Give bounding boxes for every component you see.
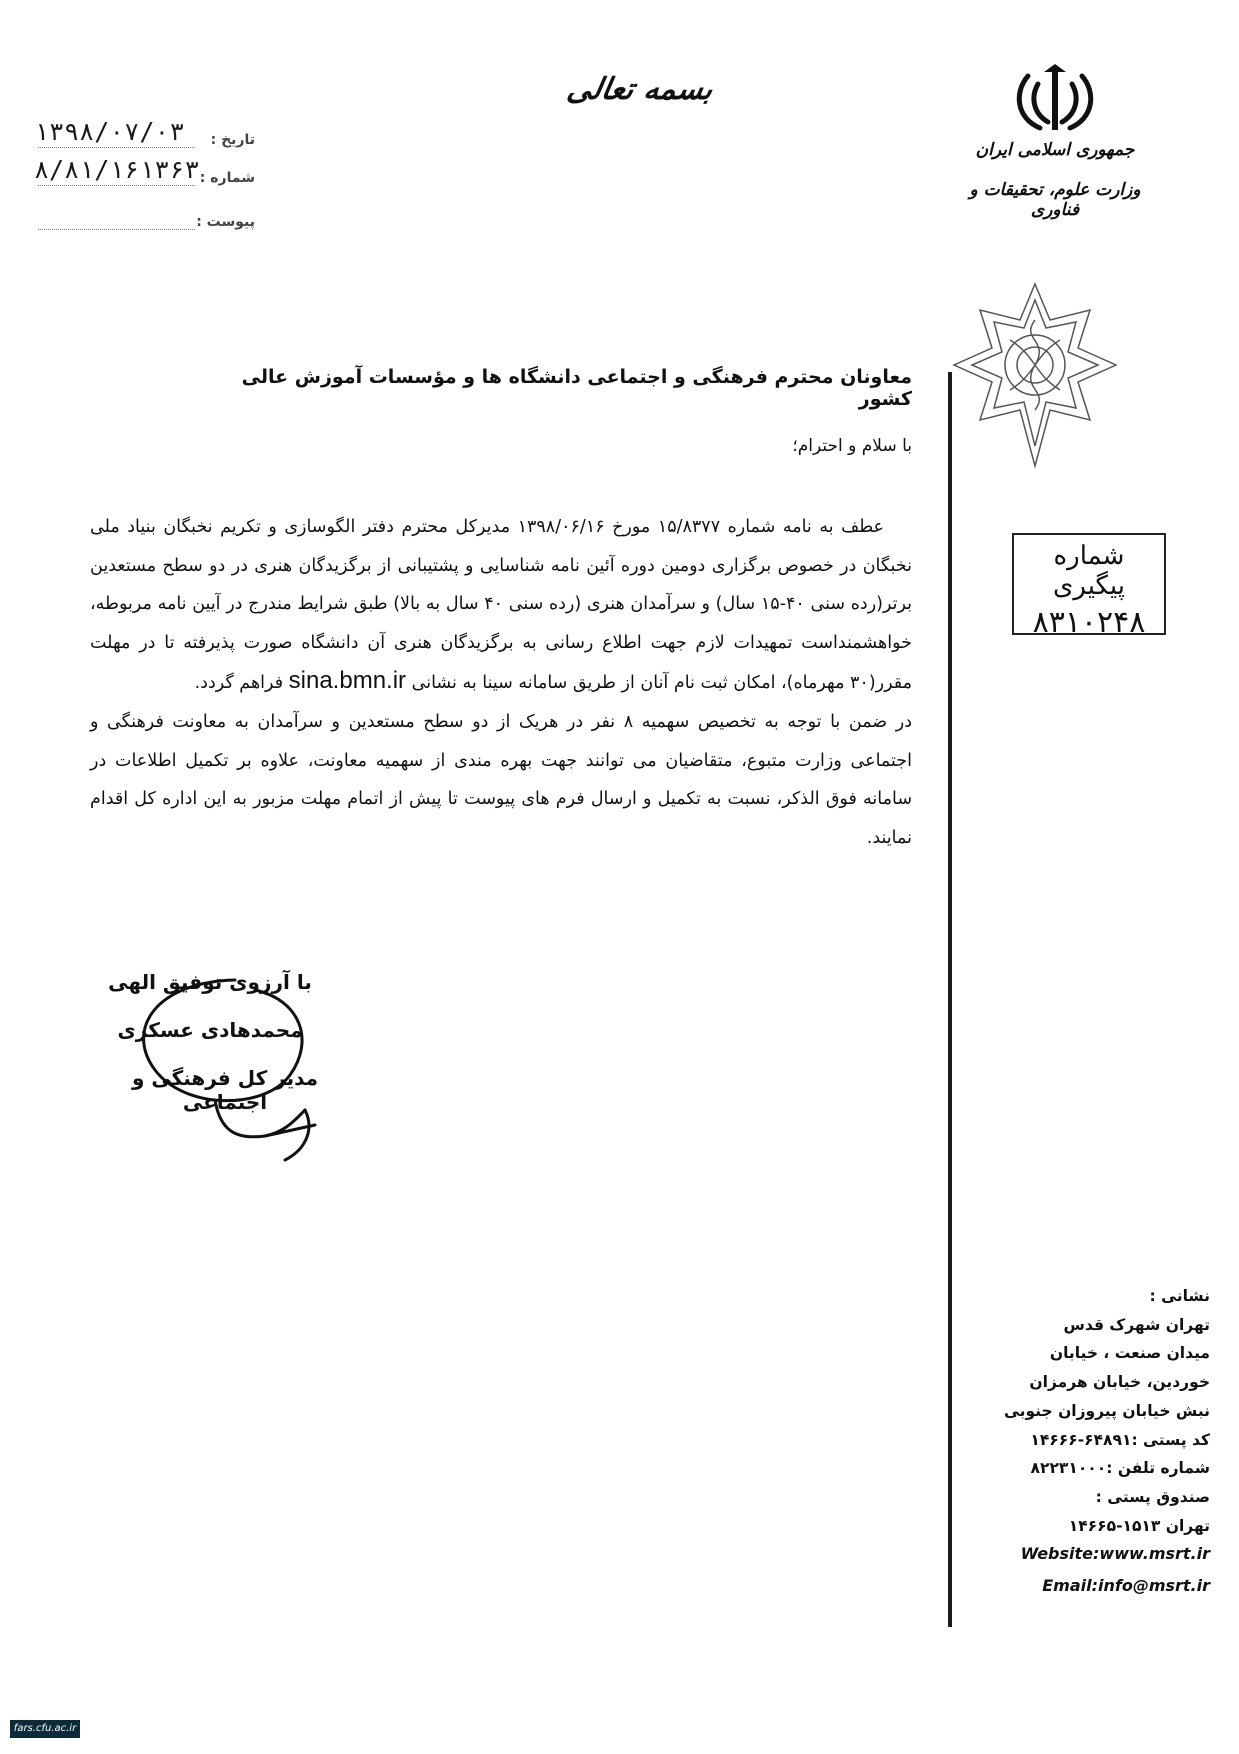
- signature-wish: با آرزوی توفیق الهی: [108, 970, 312, 994]
- address-line: نبش خیابان پیروزان جنوبی: [1003, 1401, 1210, 1420]
- postal-code: کد پستی :۶۴۸۹۱-۱۴۶۶۶: [1030, 1430, 1210, 1449]
- source-watermark: fars.cfu.ac.ir: [10, 1720, 80, 1738]
- signatory-name: محمدهادی عسکری: [117, 1018, 303, 1042]
- margin-divider: [948, 372, 952, 1627]
- paragraph-1: [90, 508, 912, 703]
- po-box: تهران ۱۵۱۳-۱۴۶۶۵: [1068, 1516, 1210, 1535]
- website-address[interactable]: Website:www.msrt.ir: [1020, 1544, 1210, 1564]
- date-underline: [38, 147, 195, 148]
- email-address[interactable]: Email:info@msrt.ir: [1042, 1576, 1210, 1596]
- po-box-label: صندوق پستی :: [1095, 1487, 1210, 1506]
- tracking-number-box: [1012, 533, 1166, 640]
- ministry-address: [960, 1282, 1210, 1601]
- ministry-name: وزارت علوم، تحقیقات و فناوری: [969, 180, 1141, 220]
- attachment-label: پیوست :: [196, 214, 255, 230]
- number-value: ۸/۸۱/۱۶۱۳۶۳: [34, 155, 200, 184]
- date-row: [30, 118, 255, 152]
- country-name: جمهوری اسلامی ایران: [975, 140, 1135, 160]
- address-line: خوردین، خیابان هرمزان: [1029, 1373, 1210, 1392]
- address-line: میدان صنعت ، خیابان: [1049, 1344, 1210, 1363]
- number-underline: [38, 185, 195, 186]
- tracking-number: ۸۳۱۰۲۴۸: [1032, 605, 1146, 640]
- number-row: [30, 156, 255, 190]
- date-label: تاریخ :: [210, 132, 255, 148]
- greeting: با سلام و احترام؛: [792, 436, 912, 456]
- attachment-row: [30, 200, 255, 234]
- bismillah-heading: بسمه تعالی: [564, 72, 716, 107]
- letter-body: [90, 508, 912, 857]
- phone-number: شماره تلفن :۸۲۲۳۱۰۰۰: [1030, 1459, 1210, 1478]
- website-link[interactable]: sina.bmn.ir: [288, 667, 407, 695]
- addressee: معاونان محترم فرهنگی و اجتماعی دانشگاه ها و مؤسسات آموزش عالی کشور: [241, 366, 912, 410]
- paragraph-2: در ضمن با توجه به تخصیص سهمیه ۸ نفر در هریک از دو سطح مستعدین و سرآمدان به معاونت فرهنگی و اجتماعی وزارت متبوع، متقاضیان می توانند جهت بهره مندی از سهمیه معاونت، علاوه بر تکمیل اطلاعات در سامانه فوق الذکر، نسبت به تکمیل و ارسال فرم های پیوست تا پیش از اتمام مهلت مزبور به این اداره کل اقدام نمایند.: [90, 711, 913, 848]
- signatory-title: مدیر کل فرهنگی و اجتماعی: [131, 1066, 319, 1114]
- tracking-label: شماره پیگیری: [1053, 541, 1125, 601]
- paragraph-1-text: عطف به نامه شماره ۱۵/۸۳۷۷ مورخ ۱۳۹۸/۰۶/۱۶ مدیرکل محترم دفتر الگوسازی و تکریم نخبگان بنیاد ملی نخبگان در خصوص برگزاری دومین دوره آئین نامه شناسایی و پشتیبانی از برگزیدگان هنری در دو سطح مستعدین برتر(رده سنی ۴۰-۱۵ سال) و سرآمدان هنری (رده سنی ۴۰ سال به بالا) طبق شرایط مندرج در آیین نامه مربوطه، خواهشمنداست تمهیدات لازم جهت اطلاع رسانی به برگزیدگان هنری آن دانشگاه صورت پذیرفته تا در مهلت مقرر(۳۰ مهرماه)، امکان ثبت نام آنان از طریق سامانه سینا به نشانی: [90, 517, 913, 694]
- number-label: شماره :: [199, 170, 255, 186]
- date-value: ۱۳۹۸/۰۷/۰۳: [34, 117, 185, 146]
- address-label: نشانی :: [1149, 1287, 1210, 1305]
- attachment-underline: [38, 229, 195, 230]
- paragraph-1-ending: فراهم گردد.: [194, 673, 284, 694]
- islamic-ornament-icon: [950, 280, 1120, 470]
- address-line: تهران شهرک قدس: [1063, 1315, 1210, 1334]
- iran-emblem-icon: [1010, 62, 1100, 136]
